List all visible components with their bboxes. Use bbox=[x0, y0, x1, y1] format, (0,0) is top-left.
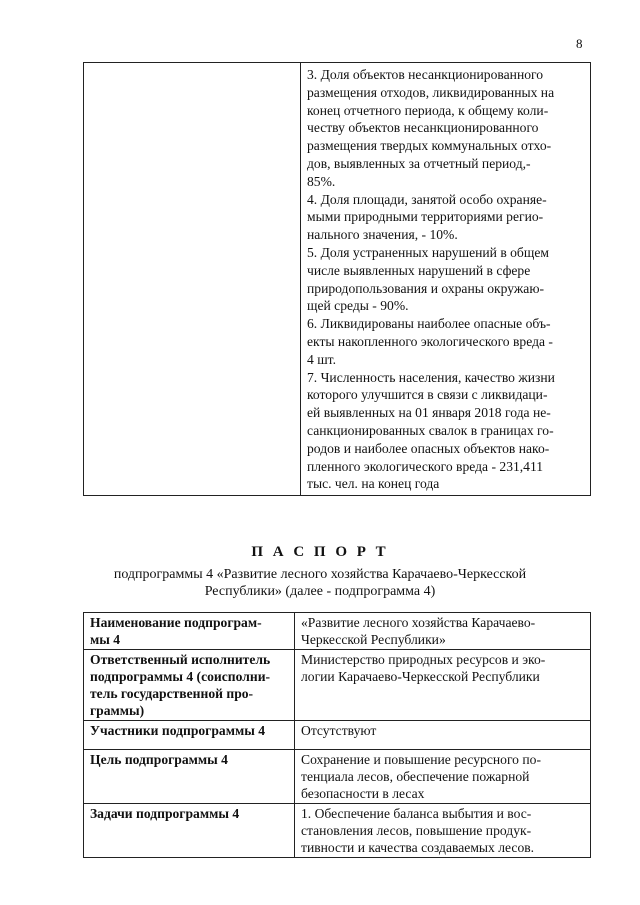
passport-title: П А С П О Р Т bbox=[251, 544, 389, 560]
text-line: Цель подпрограммы 4 bbox=[90, 752, 228, 767]
text-line: пленного экологического вреда - 231,411 bbox=[307, 458, 544, 474]
row-value bbox=[295, 750, 591, 804]
text-line: природопользования и охраны окружаю- bbox=[307, 280, 545, 296]
passport-subtitle bbox=[110, 566, 530, 600]
text-line: 7. Численность населения, качество жизни bbox=[307, 369, 555, 385]
text-line: конец отчетного периода, к общему коли- bbox=[307, 102, 549, 118]
page-number: 8 bbox=[576, 36, 583, 51]
indicators-table bbox=[83, 62, 591, 496]
text-line: 4 шт. bbox=[307, 351, 336, 367]
text-line: безопасности в лесах bbox=[301, 786, 425, 801]
text-line: 5. Доля устраненных нарушений в общем bbox=[307, 244, 549, 260]
text-line: Черкесской Республики» bbox=[301, 632, 446, 647]
table-row bbox=[84, 63, 591, 496]
text-line: которого улучшится в связи с ликвидаци- bbox=[307, 387, 548, 403]
row-value bbox=[295, 650, 591, 721]
text-line: Наименование подпрограм- bbox=[90, 615, 262, 630]
text-line: числе выявленных нарушений в сфере bbox=[307, 262, 531, 278]
text-line: тивности и качества создаваемых лесов. bbox=[301, 840, 535, 855]
text-line: Задачи подпрограммы 4 bbox=[90, 806, 240, 821]
indicator-item bbox=[307, 369, 585, 494]
text-line: Министерство природных ресурсов и эко- bbox=[301, 652, 546, 667]
text-line: мыми природными территориями регио- bbox=[307, 209, 544, 225]
text-line: 4. Доля площади, занятой особо охраняе- bbox=[307, 191, 547, 207]
text-line: екты накопленного экологического вреда - bbox=[307, 333, 553, 349]
text-line: подпрограммы 4 «Развитие лесного хозяйства Карачаево-Черкесской bbox=[113, 567, 527, 582]
text-line: щей среды - 90%. bbox=[307, 298, 409, 314]
text-line: 6. Ликвидированы наиболее опасные объ- bbox=[307, 316, 551, 332]
row-label bbox=[84, 804, 295, 858]
text-line: нального значения, - 10%. bbox=[307, 227, 458, 243]
table-row bbox=[84, 650, 591, 721]
table-row bbox=[84, 721, 591, 750]
text-line: 3. Доля объектов несанкционированного bbox=[307, 67, 544, 82]
indicator-item bbox=[307, 315, 585, 368]
text-line: ей выявленных на 01 января 2018 года не- bbox=[307, 405, 551, 421]
text-line: санкционированных свалок в границах го- bbox=[307, 422, 554, 438]
text-line: родов и наиболее опасных объектов нако- bbox=[307, 440, 550, 456]
table-row bbox=[84, 750, 591, 804]
text-line: «Развитие лесного хозяйства Карачаево- bbox=[301, 615, 536, 630]
text-line: тыс. чел. на конец года bbox=[307, 476, 440, 492]
text-line: подпрограммы 4 (соисполни- bbox=[90, 669, 271, 684]
row-value bbox=[295, 613, 591, 650]
row-label bbox=[84, 650, 295, 721]
text-line: становления лесов, повышение продук- bbox=[301, 823, 532, 838]
text-line: Участники подпрограммы 4 bbox=[90, 723, 266, 738]
indicator-item bbox=[307, 66, 585, 191]
row-label bbox=[84, 613, 295, 650]
row-label bbox=[84, 721, 295, 750]
table-row bbox=[84, 613, 591, 650]
text-line: честву объектов несанкционированного bbox=[307, 120, 539, 136]
text-line: логии Карачаево-Черкесской Республики bbox=[301, 669, 540, 684]
indicators-cell bbox=[301, 63, 591, 496]
empty-cell bbox=[84, 63, 301, 496]
text-line: Отсутствуют bbox=[301, 723, 377, 738]
text-line: Сохранение и повышение ресурсного по- bbox=[301, 752, 541, 767]
text-line: размещения твердых коммунальных отхо- bbox=[307, 138, 552, 154]
text-line: Ответственный исполнитель bbox=[90, 652, 271, 667]
row-label bbox=[84, 750, 295, 804]
text-line: мы 4 bbox=[90, 632, 121, 647]
text-line: тель государственной про- bbox=[90, 686, 254, 701]
row-value bbox=[295, 721, 591, 750]
indicator-item bbox=[307, 244, 585, 315]
indicator-item bbox=[307, 191, 585, 244]
row-value bbox=[295, 804, 591, 858]
text-line: дов, выявленных за отчетный период,- bbox=[307, 155, 531, 171]
text-line: граммы) bbox=[90, 703, 145, 718]
text-line: 1. Обеспечение баланса выбытия и вос- bbox=[301, 806, 532, 821]
passport-table bbox=[83, 612, 591, 858]
text-line: Республики» (далее - подпрограмма 4) bbox=[204, 584, 436, 599]
table-row bbox=[84, 804, 591, 858]
text-line: размещения отходов, ликвидированных на bbox=[307, 84, 555, 100]
text-line: 85%. bbox=[307, 173, 336, 189]
text-line: тенциала лесов, обеспечение пожарной bbox=[301, 769, 530, 784]
